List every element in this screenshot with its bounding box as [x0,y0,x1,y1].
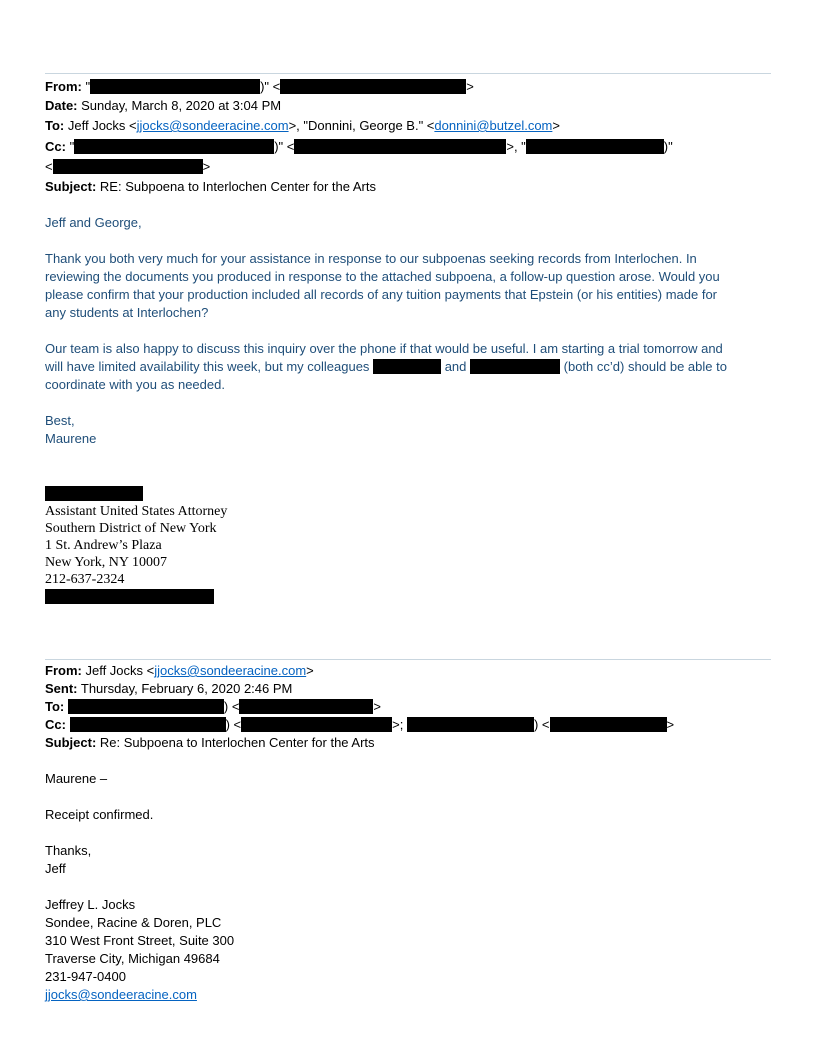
redaction-box [526,139,664,154]
redaction-box [294,139,506,154]
email1-greeting: Jeff and George, [45,215,142,230]
email-link-jjocks[interactable]: jjocks@sondeeracine.com [154,663,307,678]
email-link-donnini[interactable]: donnini@butzel.com [434,118,553,133]
to-separator: ) < [223,699,240,714]
to-label: To: [45,699,65,714]
email-link-jjocks[interactable]: jjocks@sondeeracine.com [136,118,289,133]
redaction-box [407,717,534,732]
sig-address-2: New York, NY 10007 [45,555,167,570]
email1-para2-line2 [45,358,727,376]
separator-rule-top [45,73,771,74]
cc-separator-3: ) < [533,717,550,732]
sig-phone: 231-947-0400 [45,969,126,984]
email1-cc-line [45,138,673,156]
from-quote: " [85,79,91,94]
email2-to-line [45,698,381,716]
email2-subject-line [45,734,375,752]
email2-greeting: Maurene – [45,771,108,786]
redaction-box [45,486,143,501]
sig-address-1: 1 St. Andrew’s Plaza [45,538,162,553]
redaction-box [373,359,441,374]
email1-subject-line [45,178,376,196]
redaction-box [74,139,274,154]
redaction-box [70,717,226,732]
redaction-box [68,699,224,714]
email1-from-line [45,78,474,96]
from-label: From: [45,663,82,678]
redaction-box [239,699,373,714]
from-prefix: Jeff Jocks < [85,663,155,678]
email2-cc-line [45,716,674,734]
sig-city: Traverse City, Michigan 49684 [45,951,220,966]
cc-separator-2: >, " [506,139,526,154]
from-separator: )" < [260,79,281,94]
sig-email-line [45,986,197,1004]
email2-from-line [45,662,314,680]
subject-label: Subject: [45,179,97,194]
redaction-box [90,79,260,94]
cc-separator-1: ) < [225,717,242,732]
email1-closing: Best, [45,413,75,428]
sig-phone: 212-637-2324 [45,572,125,587]
sig-email-link[interactable]: jjocks@sondeeracine.com [45,987,197,1002]
email1-para2-line1: Our team is also happy to discuss this inquiry over the phone if that would be useful. I am starting a trial tomorrow and [45,341,723,356]
cc-separator-2: >; [392,717,407,732]
cc-end: > [666,717,675,732]
sig-name: Jeffrey L. Jocks [45,897,136,912]
cc2-start: < [45,159,53,174]
sig-street: 310 West Front Street, Suite 300 [45,933,235,948]
email2-signer: Jeff [45,861,66,876]
cc-label: Cc: [45,717,66,732]
from-end: > [306,663,314,678]
email1-date-line [45,97,281,115]
redaction-box [470,359,560,374]
sig-firm: Sondee, Racine & Doren, PLC [45,915,222,930]
cc-end: )" [663,139,673,154]
email2-sent-line [45,680,292,698]
email1-para1-line4: any students at Interlochen? [45,305,209,320]
redaction-box [280,79,466,94]
from-label: From: [45,79,82,94]
sig-title: Assistant United States Attorney [45,504,228,519]
from-end: > [466,79,474,94]
email1-para1-line2: reviewing the documents you produced in response to the attached subpoena, a follow-up question arose. Would you [45,269,720,284]
to-end: > [552,118,560,133]
sent-label: Sent: [45,681,78,696]
email2-body: Receipt confirmed. [45,807,154,822]
cc-separator-1: )" < [274,139,295,154]
cc2-end: > [202,159,211,174]
cc-quote: " [69,139,75,154]
sent-value: Thursday, February 6, 2020 2:46 PM [80,681,293,696]
para2-text-b: and [444,359,467,374]
separator-rule-bottom [45,659,771,660]
subject-value: Re: Subpoena to Interlochen Center for the Arts [99,735,375,750]
to-label: To: [45,118,65,133]
date-label: Date: [45,98,78,113]
email1-para2-line3: coordinate with you as needed. [45,377,225,392]
subject-label: Subject: [45,735,97,750]
to-end: > [373,699,382,714]
email1-signer: Maurene [45,431,97,446]
redaction-box [53,159,203,174]
email1-cc-line-2 [45,158,210,176]
redaction-box [241,717,392,732]
to-middle: >, "Donnini, George B." < [288,118,435,133]
para2-text-a: will have limited availability this week, but my colleagues [45,359,370,374]
email1-to-line [45,117,560,135]
cc-label: Cc: [45,139,66,154]
email2-closing: Thanks, [45,843,92,858]
email1-para1-line3: please confirm that your production included all records of any tuition payments that Epstein (or his entities) made for [45,287,718,302]
email1-para1-line1: Thank you both very much for your assistance in response to our subpoenas seeking records from Interlochen. In [45,251,697,266]
subject-value: RE: Subpoena to Interlochen Center for the Arts [99,179,376,194]
para2-text-c: (both cc’d) should be able to [563,359,727,374]
redaction-box [550,717,667,732]
to-prefix: Jeff Jocks < [67,118,137,133]
redaction-box [45,589,214,604]
date-value: Sunday, March 8, 2020 at 3:04 PM [81,98,282,113]
sig-office: Southern District of New York [45,521,217,536]
